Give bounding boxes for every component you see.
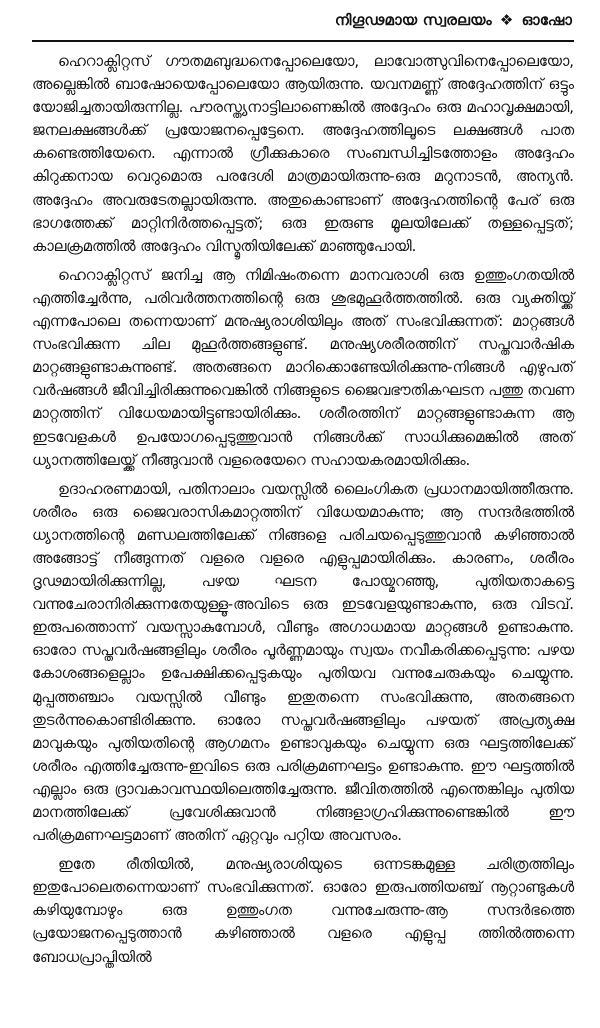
paragraph-2: ഹെറാക്ലിറ്റസ് ജനിച്ച ആ നിമിഷംതന്നെ മാനവരാശി ഒരു ഉത്തുംഗതയിൽ എത്തിച്ചേർന്നു, പരിവർത്തനത്തിന്റെ ഒരു ശുഭമുഹൂർത്തത്തിൽ. ഒരു വ്യക്തിയ്ക്ക് എന്നപോലെ തന്നെയാണ് മനുഷ്യരാശിയിലും അത് സംഭവിക്കുന്നത്: മാറ്റങ്ങൾ സംഭവിക്കുന്ന ചില മുഹൂർത്തങ്ങളുണ്ട്. മനുഷ്യശരീരത്തിന് സപ്തവാർഷിക മാറ്റങ്ങളുണ്ടാകുന്നുണ്ട്. അതങ്ങനെ മാറിക്കൊണ്ടേയിരിക്കുന്നു-നിങ്ങൾ എഴുപത് വർഷങ്ങൾ ജീവിച്ചിരിക്കുന്നുവെങ്കിൽ നിങ്ങളുടെ ജൈവഭൗതികഘടന പത്തു തവണ മാറ്റത്തിന് വിധേയമായിട്ടുണ്ടായിരിക്കും. ശരീരത്തിന് മാറ്റങ്ങളുണ്ടാകുന്ന ആ ഇടവേളകൾ ഉപയോഗപ്പെടുത്തുവാൻ നിങ്ങൾക്ക് സാധിക്കുമെങ്കിൽ അത് ധ്യാനത്തിലേയ്ക്ക് നീങ്ങുവാൻ വളരെയേറെ സഹായകരമായിരിക്കും. xyxy=(32,266,574,469)
separator-ornament-icon: ❖ xyxy=(499,10,514,29)
paragraph-3: ഉദാഹരണമായി, പതിനാലാം വയസ്സിൽ ലൈംഗികത പ്രധാനമായിത്തീരുന്നു. ശരീരം ഒരു ജൈവരാസികമാറ്റത്തിന് വിധേയമാകുന്നു; ആ സന്ദർഭത്തിൽ ധ്യാനത്തിന്റെ മണ്ഡലത്തിലേക്ക് നിങ്ങളെ പരിചയപ്പെടുത്തുവാൻ കഴിഞ്ഞാൽ അങ്ങോട്ട് നീങ്ങുന്നത് വളരെ വളരെ എളുപ്പമായിരിക്കും. കാരണം, ശരീരം ദൃഢമായിരിക്കുന്നില്ല, പഴയ ഘടന പോയ്മറഞ്ഞു, പുതിയതാകട്ടെ വന്നുചേരാനിരിക്കുന്നതേയുള്ളൂ-അവിടെ ഒരു ഇടവേളയുണ്ടാകുന്നു, ഒരു വിടവ്. ഇരുപത്തൊന്ന് വയസ്സാകുമ്പോൾ, വീണ്ടും അഗാധമായ മാറ്റങ്ങൾ ഉണ്ടാകുന്നു. ഓരോ സപ്തവർഷങ്ങളിലും ശരീരം പൂർണ്ണമായും സ്വയം നവീകരിക്കപ്പെടുന്നു: പഴയ കോശങ്ങളെല്ലാം ഉപേക്ഷിക്കപ്പെടുകയും പുതിയവ വന്നുചേരുകയും ചെയ്യുന്നു. മുപ്പത്തഞ്ചാം വയസ്സിൽ വീണ്ടും ഇതുതന്നെ സംഭവിക്കുന്നു, അതങ്ങനെ തുടർന്നുകൊണ്ടിരിക്കുന്നു. ഓരോ സപ്തവർഷങ്ങളിലും പഴയത് അപ്രത്യക്ഷ മാവുകയും പുതിയതിന്റെ ആഗമനം ഉണ്ടാവുകയും ചെയ്യുന്ന ഒരു ഘട്ടത്തിലേക്ക് ശരീരം എത്തിച്ചേരുന്നു-ഇവിടെ ഒരു പരിക്രമണഘട്ടം ഉണ്ടാകുന്നു. ഈ ഘട്ടത്തിൽ എല്ലാം ഒരു ദ്രാവകാവസ്ഥയിലെത്തിച്ചേരുന്നു. ജീവിതത്തിൽ എന്തെങ്കിലും പുതിയ മാനത്തിലേക്ക് പ്രവേശിക്കുവാൻ നിങ്ങളാഗ്രഹിക്കുന്നുണ്ടെങ്കിൽ ഈ പരിക്രമണഘട്ടമാണ് അതിന് ഏറ്റവും പറ്റിയ അവസരം. xyxy=(32,480,574,845)
book-title: നിഗൂഢമായ സ്വരലയം xyxy=(334,11,492,29)
paragraph-1: ഹെറാക്ലിറ്റസ് ഗൗതമബുദ്ധനെപ്പോലെയോ, ലാവോത്സുവിനെപ്പോലെയോ, അല്ലെങ്കിൽ ബാഷോയെപ്പോലെയോ ആയിരുന്നു. യവനമണ്ണ് അദ്ദേഹത്തിന് ഒട്ടും യോജിച്ചതായിരുന്നില്ല. പൗരസ്ത്യനാട്ടിലാണെങ്കിൽ അദ്ദേഹം ഒരു മഹാവൃക്ഷമായി, ജനലക്ഷങ്ങൾക്ക് പ്രയോജനപ്പെട്ടേനെ. അദ്ദേഹത്തിലൂടെ ലക്ഷങ്ങൾ പാത കണ്ടെത്തിയേനെ. എന്നാൽ ഗ്രീക്കുകാരെ സംബന്ധിച്ചിടത്തോളം അദ്ദേഹം കിറുക്കനായ വെറുമൊരു പരദേശി മാത്രമായിരുന്നു-ഒരു മറുനാടൻ, അന്യൻ. അദ്ദേഹം അവരുടേതല്ലായിരുന്നു. അതുകൊണ്ടാണ് അദ്ദേഹത്തിന്റെ പേര് ഒരു ഭാഗത്തേക്ക് മാറ്റിനിർത്തപ്പെട്ടത്; ഒരു ഇരുണ്ട മൂലയിലേക്ക് തള്ളപ്പെട്ടത്; കാലക്രമത്തിൽ അദ്ദേഹം വിസ്മൃതിയിലേക്ക് മാഞ്ഞുപോയി. xyxy=(32,53,574,255)
running-header xyxy=(32,0,574,40)
header-rule xyxy=(32,40,574,42)
paragraph-4: ഇതേ രീതിയിൽ, മനുഷ്യരാശിയുടെ ഒന്നടങ്കമുള്ള ചരിത്രത്തിലും ഇതുപോലെതന്നെയാണ് സംഭവിക്കുന്നത്. ഓരോ ഇരുപത്തിയഞ്ച് നൂറ്റാണ്ടുകൾ കഴിയുമ്പോഴും ഒരു ഉത്തുംഗത വന്നുചേരുന്നു-ആ സന്ദർഭത്തെ പ്രയോജനപ്പെടുത്താൻ കഴിഞ്ഞാൽ വളരെ എളുപ്പ ത്തിൽത്തന്നെ ബോധപ്രാപ്തിയിൽ xyxy=(32,856,574,966)
author-name: ഓഷോ xyxy=(521,11,572,29)
body-text xyxy=(32,50,574,969)
